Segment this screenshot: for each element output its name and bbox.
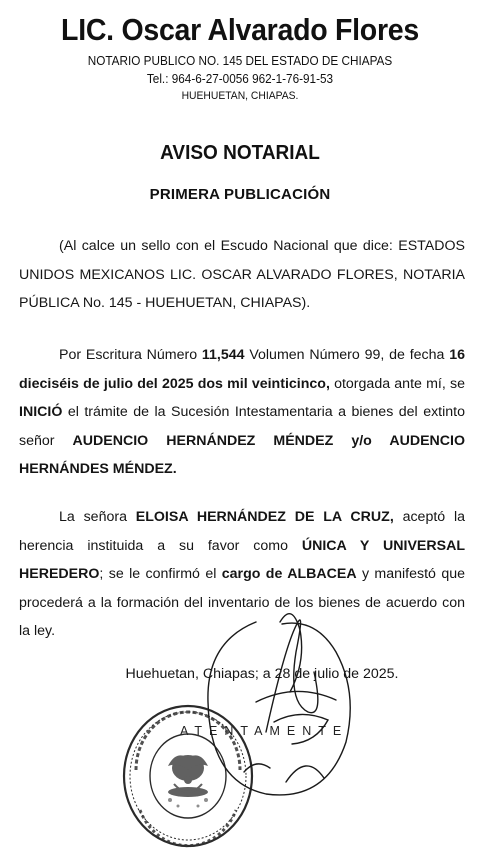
notary-city-line: HUEHUETAN, CHIAPAS. <box>181 90 299 102</box>
heir-text-4: y manifestó que procederá a la formación del inventario de los bienes de acuerdo con la ley. <box>19 566 465 639</box>
closing-salutation: ATENTAMENTE <box>180 724 349 738</box>
deed-text-4: el trámite de la Sucesión Intestamentaria a bienes del extinto señor <box>19 404 465 449</box>
heir-text-2: aceptó la herencia instituida a su favor como <box>19 509 466 554</box>
seal-description-paragraph: (Al calce un sello con el Escudo Nacional que dice: ESTADOS UNIDOS MEXICANOS LIC. OSCAR ALVARADO FLORES, NOTARIA PÚBLICA No. 145 - HUEHUETAN, CHIAPAS). <box>19 238 465 311</box>
deceased-name: AUDENCIO HERNÁNDEZ MÉNDEZ y/o AUDENCIO HERNÁNDES MÉNDEZ. <box>19 432 466 477</box>
deed-text-3: otorgada ante mí, se <box>329 375 465 392</box>
heir-text-3: ; se le confirmó el <box>99 566 222 582</box>
albacea-role: cargo de ALBACEA <box>221 566 357 582</box>
place-and-date: Huehuetan, Chiapas; a 28 de julio de 2025. <box>125 666 399 682</box>
notary-office-line: NOTARIO PUBLICO NO. 145 DEL ESTADO DE CHIAPAS <box>87 54 393 68</box>
document-subtitle: PRIMERA PUBLICACIÓN <box>149 186 331 203</box>
deed-action: INICIÓ <box>19 404 63 420</box>
deed-text-2: Volumen Número 99, de fecha <box>244 347 450 363</box>
heir-name: ELOISA HERNÁNDEZ DE LA CRUZ, <box>135 509 394 525</box>
document-title: AVISO NOTARIAL <box>160 142 320 164</box>
notary-phone-line: Tel.: 964-6-27-0056 962-1-76-91-53 <box>146 72 334 86</box>
notary-name-heading: LIC. Oscar Alvarado Flores <box>61 12 419 47</box>
deed-number: 11,544 <box>201 347 245 363</box>
heir-text-1: La señora <box>59 509 136 525</box>
heir-designation: ÚNICA Y UNIVERSAL HEREDERO <box>19 537 465 582</box>
signature-icon <box>196 582 356 822</box>
deed-paragraph <box>19 341 465 484</box>
deed-text-1: Por Escritura Número <box>59 347 202 363</box>
deed-date: 16 dieciséis de julio del 2025 dos mil veinticinco, <box>19 347 465 392</box>
